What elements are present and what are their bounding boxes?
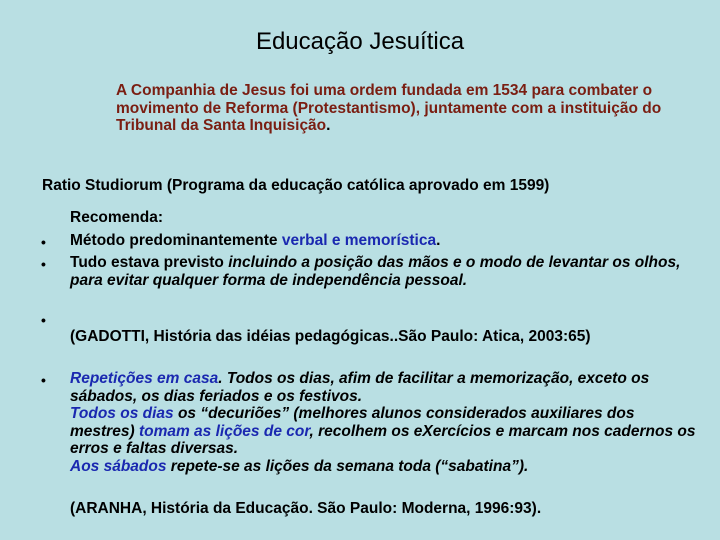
bullet-2: •	[41, 256, 46, 272]
ratio-studiorum-heading: Ratio Studiorum (Programa da educação católica aprovado em 1599)	[42, 177, 550, 194]
item1-highlight: verbal e memorística	[281, 232, 437, 249]
repeticoes-p2-blue: Todos os dias	[70, 405, 174, 422]
intro-end: .	[326, 117, 331, 134]
citation-aranha: (ARANHA, História da Educação. São Paulo: Moderna, 1996:93).	[70, 500, 542, 517]
recomenda-item-1	[70, 232, 700, 250]
item2-prefix: Tudo estava previsto	[70, 254, 229, 271]
repeticoes-p1-black: . Todos os dias, afim de facilitar a memorização, exceto os sábados, os dias feriados e os festivos.	[70, 370, 650, 405]
item1-prefix: Método predominantemente	[70, 232, 282, 249]
slide-title: Educação Jesuítica	[255, 28, 465, 55]
repeticoes-p3-black: repete-se as lições da semana toda (“sabatina”).	[166, 457, 529, 475]
repeticoes-p1-blue: Repetições em casa	[70, 370, 219, 387]
recomenda-heading: Recomenda:	[70, 209, 164, 226]
intro-paragraph	[116, 82, 696, 135]
repeticoes-p2-black2: , recolhem os eXercícios e marcam nos cadernos os erros e faltas diversas.	[70, 422, 696, 457]
item1-suffix: .	[436, 232, 441, 249]
repeticoes-p2-black: os “decuriões” (melhores alunos considerados auxiliares dos mestres)	[70, 405, 635, 440]
repeticoes-paragraph	[70, 370, 700, 475]
recomenda-item-2	[70, 254, 700, 289]
repeticoes-p2-blue2: tomam as lições de cor	[138, 422, 310, 440]
intro-text: A Companhia de Jesus foi uma ordem fundada em 1534 para combater o movimento de Reforma (Protestantismo), juntamente com a instituição do Tribunal da Santa Inquisição	[116, 82, 662, 134]
item2-italic: incluindo a posição das mãos e o modo de levantar os olhos, para evitar qualquer forma de independência pessoal.	[70, 254, 681, 289]
bullet-1: •	[41, 234, 46, 250]
bullet-3: •	[41, 312, 46, 328]
citation-gadotti: (GADOTTI, História das idéias pedagógicas..São Paulo: Atica, 2003:65)	[70, 328, 591, 345]
bullet-4: •	[41, 372, 46, 388]
repeticoes-p3-blue: Aos sábados	[70, 457, 167, 475]
